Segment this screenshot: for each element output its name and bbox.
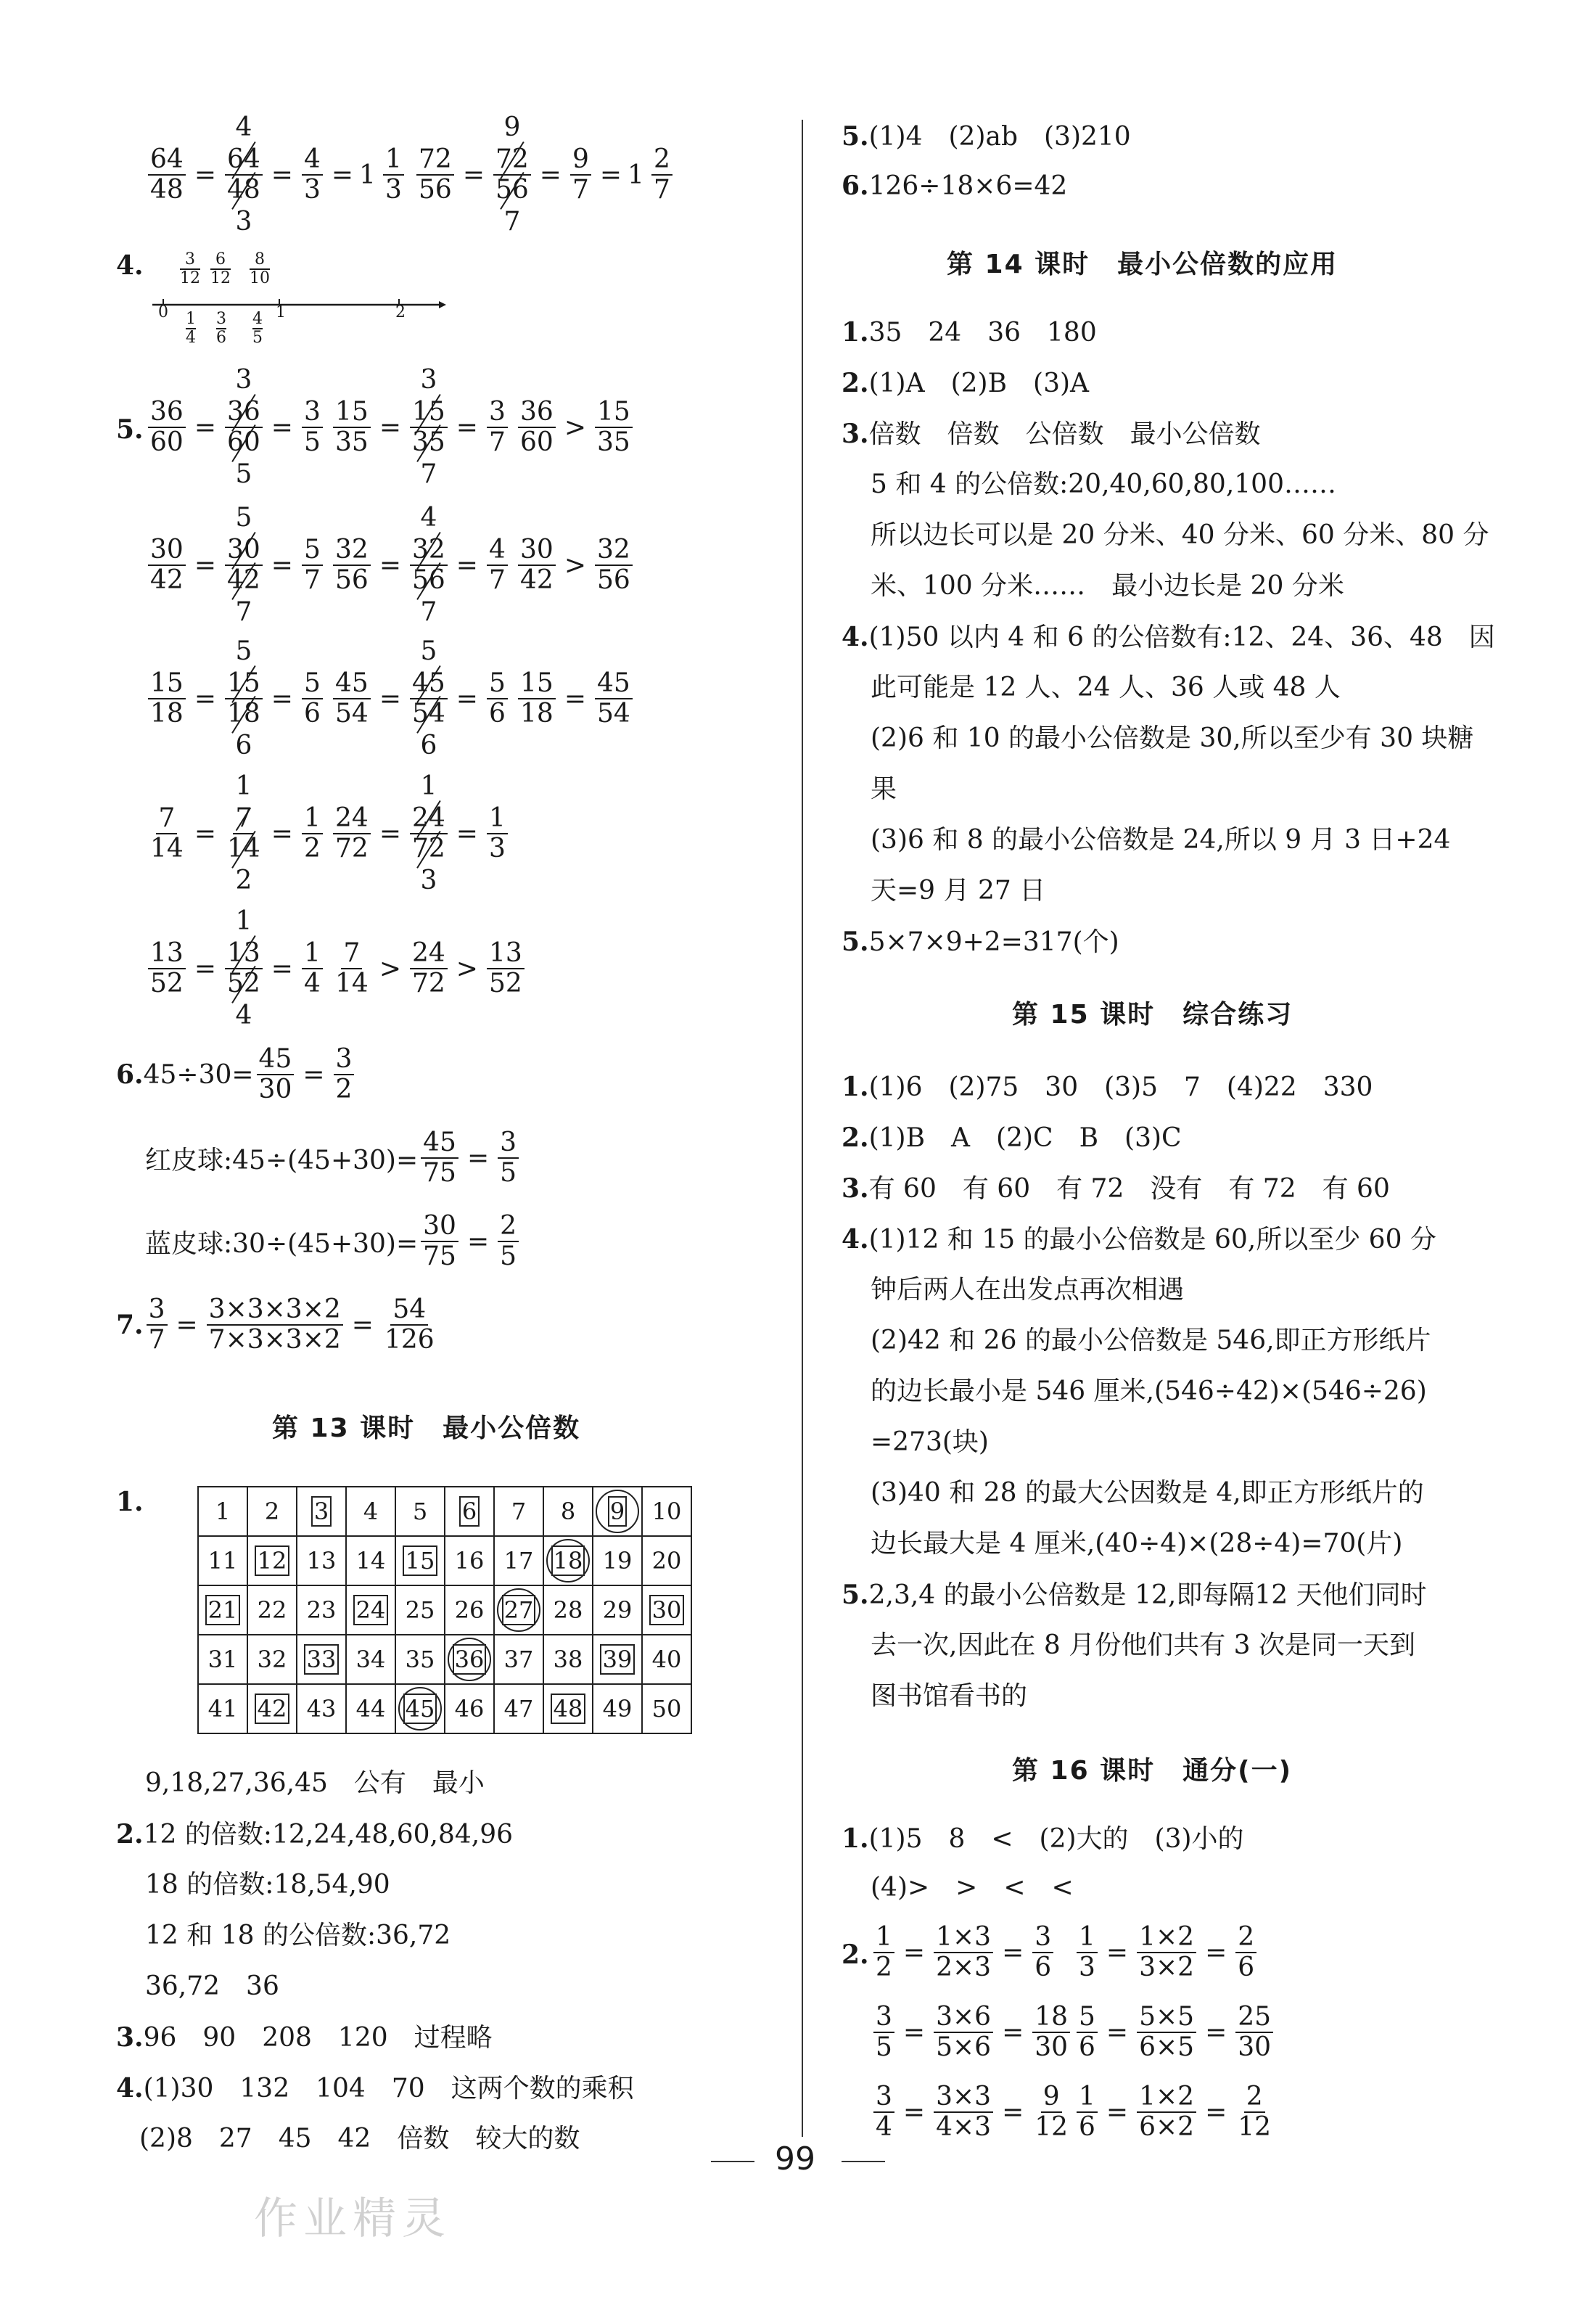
nl-top-3: 8 10 [250,250,270,287]
nl-label-0: 0 [158,303,168,321]
watermark: 作业精灵 [254,2193,451,2244]
q5-row1-p: $\frac{36}{60}$ = 3 36 60 5 = $\frac{3}{5}$ [145,398,326,457]
page-rule-left [711,2161,754,2162]
answer-line: 天=9 月 27 日 [871,876,1046,906]
section-14-title: 第 14 课时 最小公倍数的应用 [947,250,1338,279]
grid-cell: 42 [247,1684,297,1733]
grid-row [198,1487,691,1536]
grid-cell: 7 [494,1487,543,1536]
nl-bottom-3: 4 5 [252,310,263,347]
grid-row [198,1684,691,1733]
grid-cell: 19 [593,1536,642,1585]
answer-line: 3.有 60 有 60 有 72 没有 有 72 有 60 [842,1173,1390,1204]
fraction: $\frac{1\times 2}{3\times 2}$ [1137,1923,1196,1982]
q4b-line1: 4.(1)30 132 104 70 这两个数的乘积 [116,2073,634,2103]
r6-line: 6.126÷18×6=42 [842,171,1068,201]
grid-cell: 27 [494,1585,543,1635]
fraction: $\frac{5}{6}$ [1077,2003,1098,2062]
q5-row1-q: $\frac{15}{35}$ = 3 15 35 7 = $\frac{3}{7}$ [330,398,511,457]
section-16-title: 第 16 课时 通分(一) [1012,1756,1293,1786]
q5-row2-cmp: $\frac{30}{42}$ > $\frac{32}{56}$ [515,535,635,595]
fraction: $\frac{25}{30}$ [1235,2003,1273,2062]
nl-bottom-2: 3 6 [216,310,226,347]
grid-cell: 43 [297,1684,346,1733]
grid-cell: 13 [297,1536,346,1585]
answer-line: (2)6 和 10 的最小公倍数是 30,所以至少有 30 块糖 [871,723,1474,753]
grid-cell: 44 [346,1684,395,1733]
answer-line: 1.(1)6 (2)75 30 (3)5 7 (4)22 330 [842,1072,1373,1102]
section-13-title: 第 13 课时 最小公倍数 [272,1413,581,1443]
q5-number: 5. [116,414,144,445]
hundred-grid [197,1486,692,1734]
fraction: $\frac{1}{2}$ [873,1923,894,1982]
answer-line: 2.(1)B A (2)C B (3)C [842,1122,1182,1153]
expansion-equation: $\frac{1}{6}$ = $\frac{1\times 2}{6\times 2}$ = $\frac{2}{12}$ [1074,2082,1276,2142]
grid-cell: 35 [395,1635,445,1684]
q6-red: 红皮球:45÷(45+30)= $\frac{45}{75}$ = $\frac{3}{5}$ [145,1128,522,1188]
answer-line: 果 [871,774,897,804]
answer-line: 钟后两人在出发点再次相遇 [871,1275,1185,1305]
answer-line: 1.(1)5 8 < (2)大的 (3)小的 [842,1823,1244,1854]
page-number: 99 [775,2140,815,2177]
answer-line: 4.(1)50 以内 4 和 6 的公倍数有:12、24、36、48 因 [842,622,1495,652]
q7: 7. $\frac{3}{7}$ = $\frac{3\times 3\times 3\times 2}{7\times 3\times 3\times 2}$ = $\frac{54}{126}$ [116,1294,435,1355]
answer-line: 5.2,3,4 的最小公倍数是 12,即每隔12 天他们同时 [842,1580,1427,1610]
grid-cell: 41 [198,1684,247,1733]
answer-line: 所以边长可以是 20 分米、40 分米、60 分米、80 分 [871,520,1489,550]
answer-line: 2.(1)A (2)B (3)A [842,368,1090,398]
grid-cell: 12 [247,1536,297,1585]
answer-line: 1.35 24 36 180 [842,317,1097,348]
fraction: $\frac{3\times 6}{5\times 6}$ [934,2003,993,2062]
reduction-72-56: $\frac{72}{56}$ = 9 72 56 7 = $\frac{9}{7}$ = 1 $\frac{2}{7}$ [414,145,675,205]
nl-label-2: 2 [395,303,406,321]
grid-cell: 24 [346,1585,395,1635]
grid-cell: 39 [593,1635,642,1684]
q5-row4-p: $\frac{7}{14}$ = 1 7 14 2 = $\frac{1}{2}$ [145,804,326,863]
grid-cell: 18 [543,1536,593,1585]
q5-row5-p: $\frac{13}{52}$ = 1 13 52 4 = $\frac{1}{4}$ [145,939,326,998]
grid-cell: 28 [543,1585,593,1635]
answer-line: (3)40 和 28 的最大公因数是 4,即正方形纸片的 [871,1478,1424,1508]
fraction: $\frac{1\times 2}{6\times 2}$ [1137,2082,1196,2142]
answer-line: 米、100 分米…… 最小边长是 20 分米 [871,571,1344,601]
fraction: $\frac{9}{12}$ [1034,2082,1069,2142]
page-rule-right [842,2161,885,2162]
column-divider [802,120,803,2137]
grid-cell: 50 [642,1684,691,1733]
grid-cell: 47 [494,1684,543,1733]
grid-cell: 25 [395,1585,445,1635]
grid-cell: 20 [642,1536,691,1585]
expansion-equation: $\frac{3}{4}$ = $\frac{3\times 3}{4\times 3}$ = $\frac{9}{12}$ [871,2082,1073,2142]
fraction: $\frac{1\times 3}{2\times 3}$ [934,1923,993,1982]
nl-bottom-1: 1 4 [186,310,196,347]
fraction: $\frac{5\times 5}{6\times 5}$ [1137,2003,1196,2062]
grid-cell: 32 [247,1635,297,1684]
grid-cell: 40 [642,1635,691,1684]
answer-line: 的边长最小是 546 厘米,(546÷42)×(546÷26) [871,1376,1427,1406]
grid-cell: 5 [395,1487,445,1536]
answer-line: 5 和 4 的公倍数:20,40,60,80,100…… [871,469,1336,499]
grid-cell: 34 [346,1635,395,1684]
section-15-title: 第 15 课时 综合练习 [1012,1000,1293,1030]
q1-number: 1. [116,1487,144,1517]
q2-line1: 2.12 的倍数:12,24,48,60,84,96 [116,1819,514,1850]
grid-cell: 8 [543,1487,593,1536]
grid-cell: 36 [445,1635,494,1684]
grid-cell: 14 [346,1536,395,1585]
answer-line: 去一次,因此在 8 月份他们共有 3 次是同一天到 [871,1630,1416,1660]
q4b-line2: (2)8 27 45 42 倍数 较大的数 [139,2124,580,2154]
grid-cell: 17 [494,1536,543,1585]
grid-cell: 49 [593,1684,642,1733]
grid-cell: 6 [445,1487,494,1536]
grid-cell: 33 [297,1635,346,1684]
grid-cell: 2 [247,1487,297,1536]
grid-cell: 9 [593,1487,642,1536]
grid-cell: 15 [395,1536,445,1585]
answer-line: 3.倍数 倍数 公倍数 最小公倍数 [842,419,1261,449]
grid-cell: 23 [297,1585,346,1635]
grid-cell: 3 [297,1487,346,1536]
grid-cell: 46 [445,1684,494,1733]
fraction: $\frac{2}{6}$ [1235,1923,1256,1982]
q6-line1: 6. 45÷30= $\frac{45}{30}$ = $\frac{3}{2}$ [116,1045,357,1104]
answer-line: 5.5×7×9+2=317(个) [842,927,1119,957]
fraction: $\frac{1}{3}$ [1077,1923,1098,1982]
answer-line: 图书馆看书的 [871,1681,1028,1711]
grid-cell: 38 [543,1635,593,1684]
answer-line: 4.(1)12 和 15 的最小公倍数是 60,所以至少 60 分 [842,1224,1436,1255]
q5-row2-q: $\frac{32}{56}$ = 4 32 56 7 = $\frac{4}{7}$ [330,535,511,595]
grid-cell: 11 [198,1536,247,1585]
reduction-64-48: $\frac{64}{48}$ = 4 64 48 3 = $\frac{4}{3}$ = 1 $\frac{1}{3}$ [145,145,407,205]
q5-row1-cmp: $\frac{36}{60}$ > $\frac{15}{35}$ [515,398,635,457]
q5-final-cmp: $\frac{7}{14}$ > $\frac{24}{72}$ > $\frac{13}{52}$ [330,939,527,998]
expansion-equation: $\frac{5}{6}$ = $\frac{5\times 5}{6\times 5}$ = $\frac{25}{30}$ [1074,2003,1276,2062]
r5-line: 5.(1)4 (2)ab (3)210 [842,121,1131,152]
grid-cell: 10 [642,1487,691,1536]
grid-cell: 31 [198,1635,247,1684]
grid-cell: 4 [346,1487,395,1536]
nl-top-2: 6 12 [210,250,231,287]
expansion-equation: $\frac{3}{5}$ = $\frac{3\times 6}{5\times 6}$ = $\frac{18}{30}$ [871,2003,1073,2062]
s16-q2-number: 2. [842,1939,869,1970]
grid-cell: 48 [543,1684,593,1733]
grid-cell: 21 [198,1585,247,1635]
fraction: $\frac{3}{4}$ [873,2082,894,2142]
expansion-equation: $\frac{1}{3}$ = $\frac{1\times 2}{3\times 2}$ = $\frac{2}{6}$ [1074,1923,1259,1982]
nl-top-1: 3 12 [180,250,200,287]
grid-cell: 29 [593,1585,642,1635]
grid-cell: 37 [494,1635,543,1684]
fraction: $\frac{3}{5}$ [873,2003,894,2062]
answer-line: =273(块) [871,1427,989,1457]
q5-row3-cmp: $\frac{15}{18}$ = $\frac{45}{54}$ [515,669,635,728]
grid-cell: 1 [198,1487,247,1536]
q3-line: 3.96 90 208 120 过程略 [116,2022,493,2053]
q5-row2-p: $\frac{30}{42}$ = 5 30 42 7 = $\frac{5}{7}$ [145,535,326,595]
grid-cell: 30 [642,1585,691,1635]
grid-answer: 9,18,27,36,45 公有 最小 [145,1768,485,1798]
fraction: $\frac{3}{6}$ [1032,1923,1053,1982]
grid-cell: 16 [445,1536,494,1585]
expansion-equation: $\frac{1}{2}$ = $\frac{1\times 3}{2\times 3}$ = $\frac{3}{6}$ [871,1923,1056,1982]
q4-number: 4. [116,250,144,281]
grid-cell: 22 [247,1585,297,1635]
q6-blue: 蓝皮球:30÷(45+30)= $\frac{30}{75}$ = $\frac{2}{5}$ [145,1212,522,1271]
q2-line3: 12 和 18 的公倍数:36,72 [145,1921,451,1950]
fraction: $\frac{2}{12}$ [1238,2082,1272,2142]
grid-row [198,1635,691,1684]
number-line-arrow [439,301,446,308]
grid-cell: 45 [395,1684,445,1733]
q5-row3-q: $\frac{45}{54}$ = 5 45 54 6 = $\frac{5}{6}$ [330,669,511,728]
grid-row [198,1585,691,1635]
answer-line: (3)6 和 8 的最小公倍数是 24,所以 9 月 3 日+24 [871,825,1451,855]
grid-row [198,1536,691,1585]
grid-cell: 26 [445,1585,494,1635]
answer-line: 此可能是 12 人、24 人、36 人或 48 人 [871,673,1341,702]
answer-line: (2)42 和 26 的最小公倍数是 546,即正方形纸片 [871,1326,1431,1355]
answer-line: 边长最大是 4 厘米,(40÷4)×(28÷4)=70(片) [871,1529,1403,1559]
fraction: $\frac{1}{6}$ [1077,2082,1098,2142]
q2-line4: 36,72 36 [145,1971,279,2001]
q2-line2: 18 的倍数:18,54,90 [145,1870,390,1900]
fraction: $\frac{3\times 3}{4\times 3}$ [934,2082,993,2142]
fraction: $\frac{18}{30}$ [1032,2003,1070,2062]
nl-label-1: 1 [276,303,286,321]
answer-line: (4)> > < < [871,1873,1074,1902]
q5-row4-q: $\frac{24}{72}$ = 1 24 72 3 = $\frac{1}{3}$ [330,804,511,863]
q5-row3-p: $\frac{15}{18}$ = 5 15 18 6 = $\frac{5}{6}$ [145,669,326,728]
